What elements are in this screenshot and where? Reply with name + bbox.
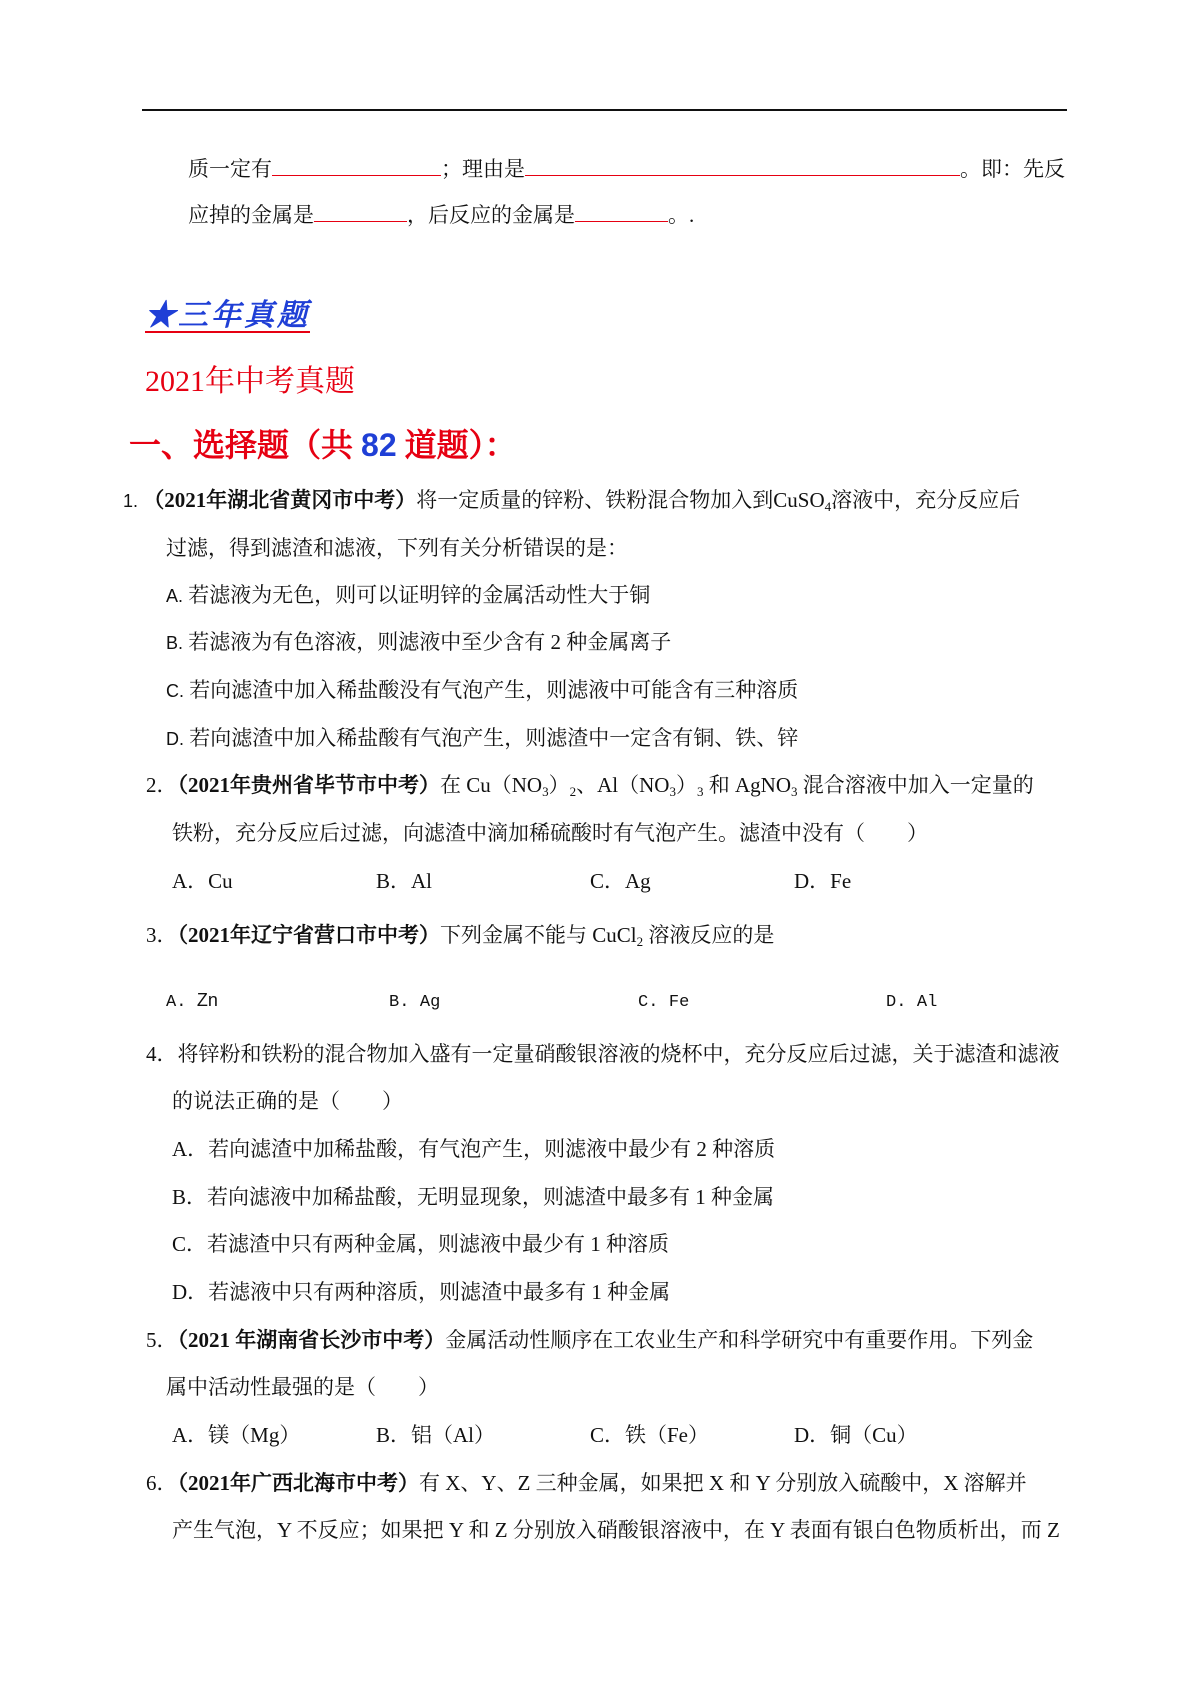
answer-blank <box>575 203 668 222</box>
year-title: 2021年中考真题 <box>145 365 355 398</box>
stem-text: 金属活动性顺序在工农业生产和科学研究中有重要作用。下列金 <box>445 1328 1034 1352</box>
fill-line-1 <box>188 155 1065 183</box>
question-number: 4． <box>146 1042 178 1066</box>
fill-text: 。即：先反 <box>960 157 1065 181</box>
fill-text: ；理由是 <box>441 157 525 181</box>
question-source: （2021年辽宁省营口市中考） <box>177 923 440 947</box>
option-label: D. <box>166 729 184 749</box>
subscript: 3 <box>791 783 798 799</box>
question-source: （2021年湖北省黄冈市中考） <box>143 488 417 512</box>
question-stem <box>146 1469 1027 1497</box>
section-title <box>129 425 517 465</box>
option-label: A. <box>166 586 184 606</box>
subscript: 4 <box>824 498 832 514</box>
stem-text: 混合溶液中加入一定量的 <box>797 773 1034 797</box>
subscript: 2 <box>636 933 644 949</box>
question-source: （2021年广西北海市中考） <box>177 1471 419 1495</box>
option-text: 若滤液为有色溶液，则滤液中至少含有 2 种金属离子 <box>188 630 672 654</box>
fill-text: 。. <box>668 203 695 227</box>
question-number: 1. <box>123 491 139 511</box>
stem-text: 将锌粉和铁粉的混合物加入盛有一定量硝酸银溶液的烧杯中，充分反应后过滤，关于滤渣和滤液 <box>177 1042 1060 1066</box>
stem-text: ） <box>675 773 697 797</box>
option-d <box>886 985 937 1017</box>
section-title-suffix: 道题）： <box>396 427 517 463</box>
option-c: C．铁（Fe） <box>590 1423 710 1447</box>
stem-text: 溶液反应的是 <box>643 923 775 947</box>
stem-text: 溶液中，充分反应后 <box>831 488 1021 512</box>
question-stem <box>146 771 1034 799</box>
stem-text: 将一定质量的锌粉、铁粉混合物加入到CuSO <box>416 488 825 512</box>
question-stem-line-2: 过滤，得到滤渣和滤液，下列有关分析错误的是： <box>166 536 628 560</box>
question-stem-line-2: 属中活动性最强的是（ ） <box>166 1375 439 1399</box>
option-text: 若向滤渣中加入稀盐酸没有气泡产生，则滤液中可能含有三种溶质 <box>189 678 799 702</box>
option-a: A．Cu <box>172 869 233 893</box>
option-b: B．Al <box>376 869 433 893</box>
option-b: B．铝（Al） <box>376 1423 496 1447</box>
option-text: Ag <box>419 993 441 1012</box>
question-number: 3． <box>146 923 178 947</box>
question-source: （2021年贵州省毕节市中考） <box>177 773 440 797</box>
option-b <box>166 628 671 657</box>
subscript: 2 <box>569 783 577 799</box>
question-number: 5． <box>146 1328 178 1352</box>
stem-text: 和 AgNO <box>703 773 791 797</box>
question-count: 82 <box>361 427 397 463</box>
fill-line-2 <box>188 201 694 229</box>
option-label: C. <box>166 681 184 701</box>
answer-blank <box>525 157 960 176</box>
fill-text: ，后反应的金属是 <box>407 203 575 227</box>
option-a <box>166 985 218 1017</box>
option-a: A．镁（Mg） <box>172 1423 301 1447</box>
stem-text: ） <box>548 773 570 797</box>
fill-text: 质一定有 <box>188 157 272 181</box>
question-stem-line-2: 的说法正确的是（ ） <box>172 1089 403 1113</box>
option-c <box>166 676 798 705</box>
section-title-prefix: 一、选择题（共 <box>129 427 362 463</box>
option-d: D．铜（Cu） <box>794 1423 918 1447</box>
option-label: C. <box>638 993 659 1012</box>
subscript: 3 <box>696 783 704 799</box>
fill-text: 应掉的金属是 <box>188 203 314 227</box>
option-text: Al <box>916 993 938 1012</box>
option-text: Fe <box>668 993 690 1012</box>
option-label: B. <box>166 633 184 653</box>
option-text: 若滤液为无色，则可以证明锌的金属活动性大于铜 <box>188 583 651 607</box>
option-label: B. <box>389 993 410 1012</box>
option-b: B．若向滤液中加稀盐酸，无明显现象，则滤渣中最多有 1 种金属 <box>172 1185 775 1209</box>
subscript: 3 <box>542 783 549 799</box>
option-c: C．若滤渣中只有两种金属，则滤液中最少有 1 种溶质 <box>172 1232 670 1256</box>
stem-text: 在 Cu（NO <box>440 773 543 797</box>
option-a <box>166 581 650 610</box>
stem-text: 有 X、Y、Z 三种金属，如果把 X 和 Y 分别放入硫酸中，X 溶解并 <box>419 1471 1027 1495</box>
stem-text: 、Al（NO <box>576 773 670 797</box>
question-stem-line-2: 产生气泡，Y 不反应；如果把 Y 和 Z 分别放入硝酸银溶液中，在 Y 表面有银白色物质析出，而 Z <box>172 1518 1060 1542</box>
header-rule <box>142 109 1067 111</box>
question-number: 2． <box>146 773 178 797</box>
option-b <box>389 985 440 1017</box>
option-text: Zn <box>196 990 218 1010</box>
answer-blank <box>314 203 407 222</box>
option-text: 若向滤渣中加入稀盐酸有气泡产生，则滤渣中一定含有铜、铁、锌 <box>189 726 799 750</box>
option-c: C．Ag <box>590 869 651 893</box>
question-stem <box>146 1326 1033 1354</box>
option-c <box>638 985 689 1017</box>
question-stem <box>146 921 774 949</box>
option-d <box>166 724 798 753</box>
option-a: A．若向滤渣中加稀盐酸，有气泡产生，则滤液中最少有 2 种溶质 <box>172 1137 776 1161</box>
section-banner-title: ★三年真题 <box>145 299 310 332</box>
question-stem <box>146 1040 1060 1068</box>
stem-text: 下列金属不能与 CuCl <box>440 923 637 947</box>
question-number: 6． <box>146 1471 178 1495</box>
option-label: A. <box>166 993 187 1012</box>
option-d: D．Fe <box>794 869 852 893</box>
answer-blank <box>272 157 441 176</box>
option-label: D. <box>886 993 907 1012</box>
subscript: 3 <box>669 783 676 799</box>
question-source: （2021 年湖南省长沙市中考） <box>177 1328 446 1352</box>
option-d: D．若滤液中只有两种溶质，则滤渣中最多有 1 种金属 <box>172 1280 671 1304</box>
question-stem-line-2: 铁粉，充分反应后过滤，向滤渣中滴加稀硫酸时有气泡产生。滤渣中没有（ ） <box>172 821 928 845</box>
question-stem <box>123 486 1020 515</box>
